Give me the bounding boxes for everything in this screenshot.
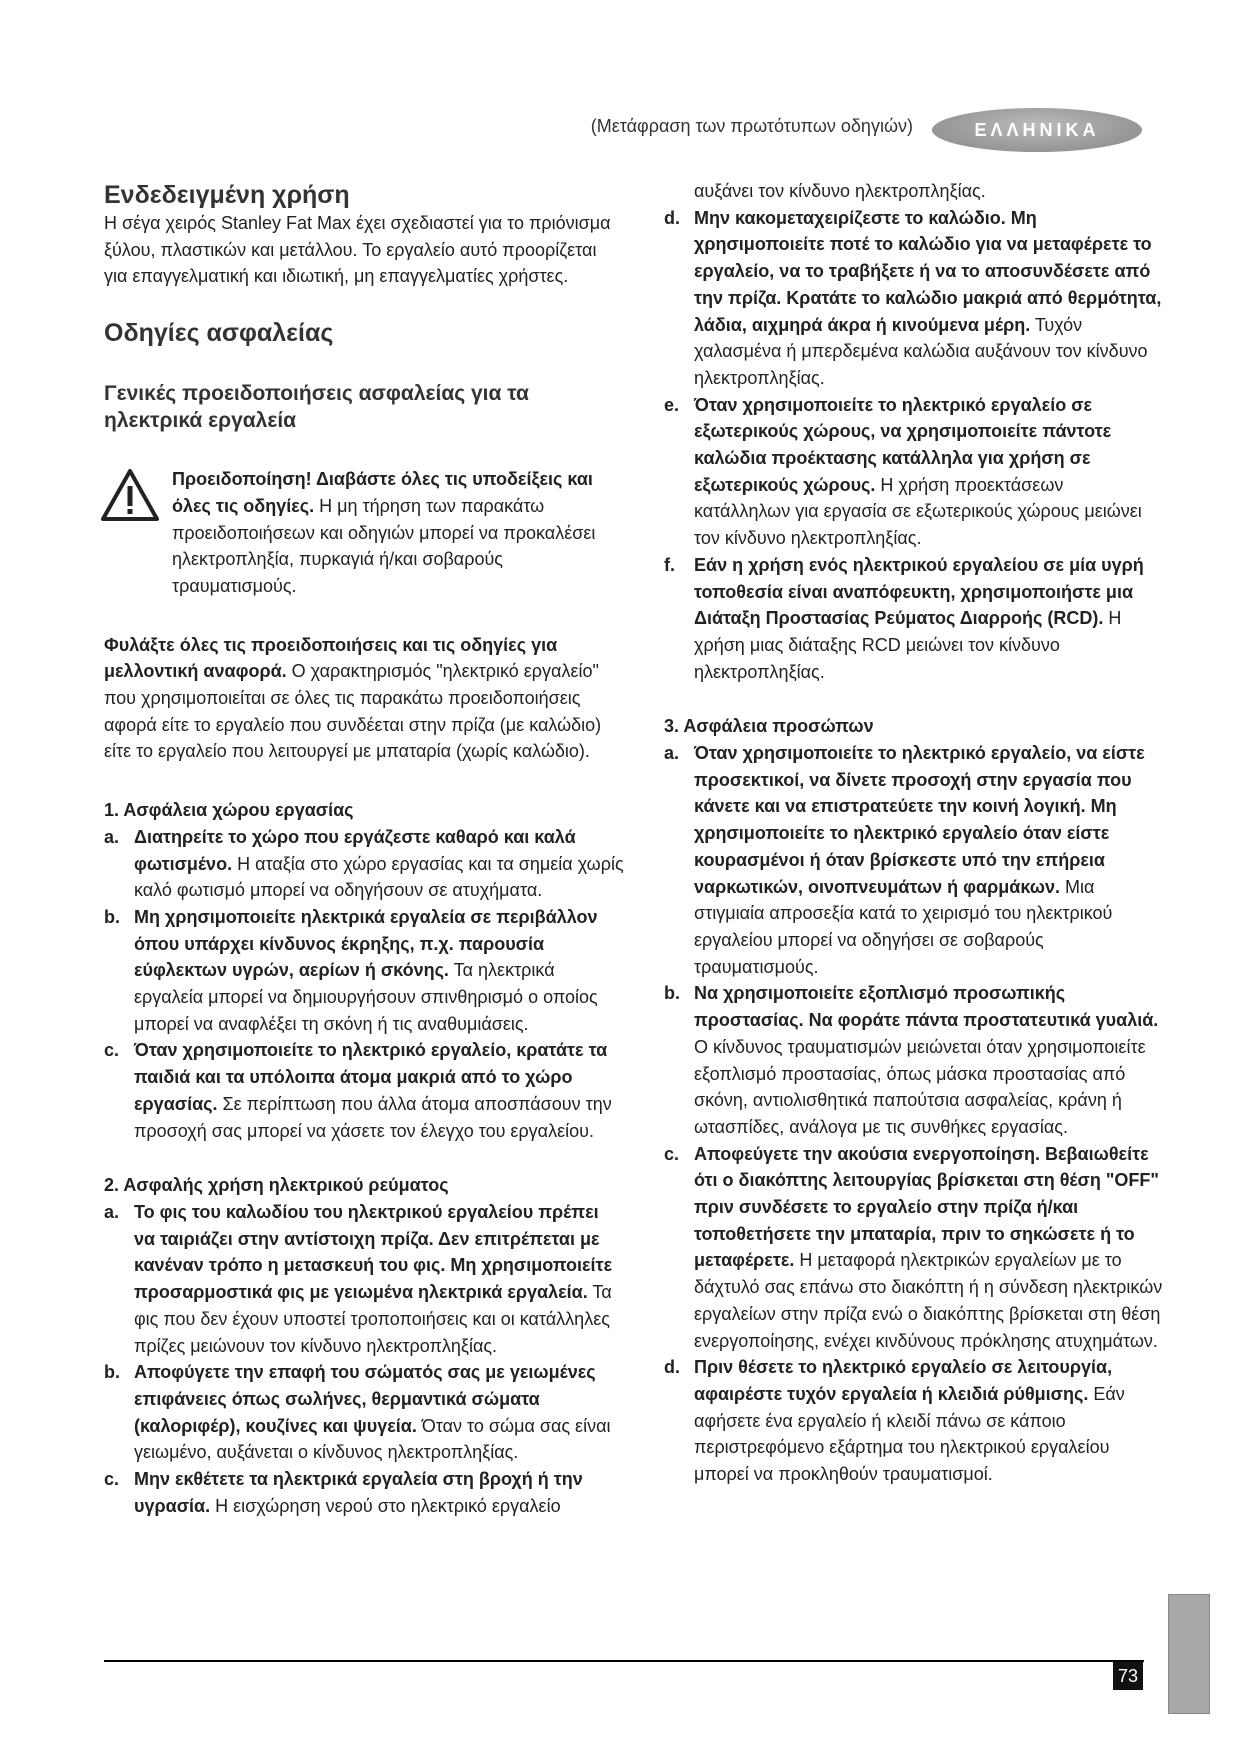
item-2a: a. Το φις του καλωδίου του ηλεκτρικού εργαλείου πρέπει να ταιριάζει στην αντίστοιχη πρίζα. Δεν επιτρέπεται με κανέναν τρόπο η μετασκευή του φις. Μη χρησιμοποιείτε προσαρμοστικά φις με γειωμένα ηλεκτρικά εργαλεία. Τα φις που δεν έχουν υποστεί τροποποιήσεις και οι κατάλληλες πρίζες μειώνουν τον κίνδυνο ηλεκτροπληξίας. bbox=[104, 1201, 613, 1356]
item-3b: b. Να χρησιμοποιείτε εξοπλισμό προσωπικής προστασίας. Να φοράτε πάντα προστατευτικά γυαλιά. Ο κίνδυνος τραυματισμών μειώνεται όταν χρησιμοποιείτε εξοπλισμό προστασίας, όπως μάσκα προστασίας από σκόνη, αντιολισθητικά παπούτσια ασφαλείας, κράνη ή ωτασπίδες, ανάλογα με τις συνθήκες εργασίας. bbox=[664, 983, 1159, 1137]
footer-rule bbox=[104, 1660, 1144, 1662]
item-2c-continued: αυξάνει τον κίνδυνο ηλεκτροπληξίας. bbox=[694, 181, 986, 201]
section-1-title: 1. Ασφάλεια χώρου εργασίας bbox=[104, 800, 354, 821]
section-3-title: 3. Ασφάλεια προσώπων bbox=[664, 716, 874, 737]
general-warnings-heading: Γενικές προειδοποιήσεις ασφαλείας για τα ηλεκτρικά εργαλεία bbox=[104, 382, 529, 433]
warning-triangle-icon bbox=[100, 468, 160, 522]
save-instructions: Φυλάξτε όλες τις προειδοποιήσεις και τις οδηγίες για μελλοντική αναφορά. Ο χαρακτηρισμός "ηλεκτρικό εργαλείο" που χρησιμοποιείται σε όλες τις παρακάτω προειδοποιήσεις αφορά είτε το εργαλείο που συνδέεται στην πρίζα (με καλώδιο) είτε το εργαλείο που λειτουργεί με μπαταρία (χωρίς καλώδιο). bbox=[104, 634, 602, 762]
item-2c: c. Μην εκθέτετε τα ηλεκτρικά εργαλεία στη βροχή ή την υγρασία. Η εισχώρηση νερού στο ηλεκτρικό εργαλείο bbox=[104, 1469, 583, 1516]
item-2e: e. Όταν χρησιμοποιείτε το ηλεκτρικό εργαλείο σε εξωτερικούς χώρους, να χρησιμοποιείτε πάντοτε καλώδια προέκτασης κατάλληλα για χρήση σε εξωτερικούς χώρους. Η χρήση προεκτάσεων κατάλληλων για εργασία σε εξωτερικούς χώρους μειώνει τον κίνδυνο ηλεκτροπληξίας. bbox=[664, 394, 1142, 549]
item-2b: b. Αποφύγετε την επαφή του σώματός σας με γειωμένες επιφάνειες όπως σωλήνες, θερμαντικά σώματα (καλοριφέρ), κουζίνες και ψυγεία. Όταν το σώμα σας είναι γειωμένο, αυξάνεται ο κίνδυνος ηλεκτροπληξίας. bbox=[104, 1362, 611, 1463]
translation-note: (Μετάφραση των πρωτότυπων οδηγιών) bbox=[590, 116, 913, 136]
warning-block bbox=[104, 466, 624, 600]
item-3c: c. Αποφεύγετε την ακούσια ενεργοποίηση. Βεβαιωθείτε ότι ο διακόπτης λειτουργίας βρίσκεται στη θέση "OFF" πριν συνδέσετε το εργαλείο στην πρίζα ή/και τοποθετήσετε την μπαταρία, πριν το σηκώσετε ή το μεταφέρετε. Η μεταφορά ηλεκτρικών εργαλείων με το δάχτυλό σας επάνω στο διακόπτη ή η σύνδεση ηλεκτρικών εργαλείων στην πρίζα ενώ ο διακόπτης βρίσκεται στη θέση ενεργοποίησης, ενέχει κινδύνους πρόκλησης ατυχημάτων. bbox=[664, 1143, 1163, 1351]
intended-use-text: Η σέγα χειρός Stanley Fat Max έχει σχεδιαστεί για το πριόνισμα ξύλου, πλαστικών και μετάλλου. Το εργαλείο αυτό προορίζεται για επαγγελματική και ιδιωτική, μη επαγγελματίες χρήστες. bbox=[104, 213, 611, 287]
item-3d: d. Πριν θέσετε το ηλεκτρικό εργαλείο σε λειτουργία, αφαιρέστε τυχόν εργαλεία ή κλειδιά ρύθμισης. Εάν αφήσετε ένα εργαλείο ή κλειδί πάνω σε κάποιο περιστρεφόμενο εξάρτημα του ηλεκτρικού εργαλείου μπορεί να προκληθούν τραυματισμοί. bbox=[664, 1357, 1125, 1485]
intended-use-heading: Ενδεδειγμένη χρήση bbox=[104, 181, 350, 209]
page-number: 73 bbox=[1113, 1662, 1143, 1690]
section-2-title: 2. Ασφαλής χρήση ηλεκτρικού ρεύματος bbox=[104, 1175, 449, 1196]
item-1b: b. Μη χρησιμοποιείτε ηλεκτρικά εργαλεία σε περιβάλλον όπου υπάρχει κίνδυνος έκρηξης, π.χ. παρουσία εύφλεκτων υγρών, αερίων ή σκόνης. Τα ηλεκτρικά εργαλεία μπορεί να δημιουργήσουν σπινθηρισμό ο οποίος μπορεί να αναφλέξει τη σκόνη ή τις αναθυμιάσεις. bbox=[104, 906, 598, 1034]
item-1a: a. Διατηρείτε το χώρο που εργάζεστε καθαρό και καλά φωτισμένο. Η αταξία στο χώρο εργασίας και τα σημεία χωρίς καλό φωτισμό μπορεί να οδηγήσουν σε ατυχήματα. bbox=[104, 826, 624, 901]
safety-heading: Οδηγίες ασφαλείας bbox=[104, 319, 334, 348]
left-column bbox=[104, 180, 624, 1519]
item-1c: c. Όταν χρησιμοποιείτε το ηλεκτρικό εργαλείο, κρατάτε τα παιδιά και τα υπόλοιπα άτομα μακριά από το χώρο εργασίας. Σε περίπτωση που άλλα άτομα αποσπάσουν την προσοχή σας μπορεί να χάσετε τον έλεγχο του εργαλείου. bbox=[104, 1040, 612, 1141]
side-tab bbox=[1168, 1594, 1210, 1714]
item-3a: a. Όταν χρησιμοποιείτε το ηλεκτρικό εργαλείο, να είστε προσεκτικοί, να δίνετε προσοχή στην εργασία που κάνετε και να επιστρατεύετε την κοινή λογική. Μη χρησιμοποιείτε το ηλεκτρικό εργαλείο όταν είστε κουρασμένοι ή όταν βρίσκεστε υπό την επήρεια ναρκωτικών, οινοπνευμάτων ή φαρμάκων. Μια στιγμιαία απροσεξία κατά το χειρισμό του ηλεκτρικού εργαλείου μπορεί να οδηγήσει σε σοβαρούς τραυματισμούς. bbox=[664, 743, 1145, 977]
warning-text: Προειδοποίηση! Διαβάστε όλες τις υποδείξεις και όλες τις οδηγίες. Η μη τήρηση των παρακάτω προειδοποιήσεων και οδηγιών μπορεί να προκαλέσει ηλεκτροπληξία, πυρκαγιά ή/και σοβαρούς τραυματισμούς. bbox=[172, 469, 596, 596]
right-column bbox=[664, 178, 1164, 1488]
item-2f: f. Εάν η χρήση ενός ηλεκτρικού εργαλείου σε μία υγρή τοποθεσία είναι αναπόφευκτη, χρησιμοποιήστε μια Διάταξη Προστασίας Ρεύματος Διαρροής (RCD). Η χρήση μιας διάταξης RCD μειώνει τον κίνδυνο ηλεκτροπληξίας. bbox=[664, 554, 1144, 682]
language-badge: ΕΛΛΗΝΙΚΑ bbox=[932, 108, 1142, 152]
item-2d: d. Μην κακομεταχειρίζεστε το καλώδιο. Μη χρησιμοποιείτε ποτέ το καλώδιο για να μεταφέρετε το εργαλείο, να το τραβήξετε ή να το αποσυνδέσετε από την πρίζα. Κρατάτε το καλώδιο μακριά από θερμότητα, λάδια, αιχμηρά άκρα ή κινούμενα μέρη. Τυχόν χαλασμένα ή μπερδεμένα καλώδια αυξάνουν τον κίνδυνο ηλεκτροπληξίας. bbox=[664, 207, 1162, 388]
